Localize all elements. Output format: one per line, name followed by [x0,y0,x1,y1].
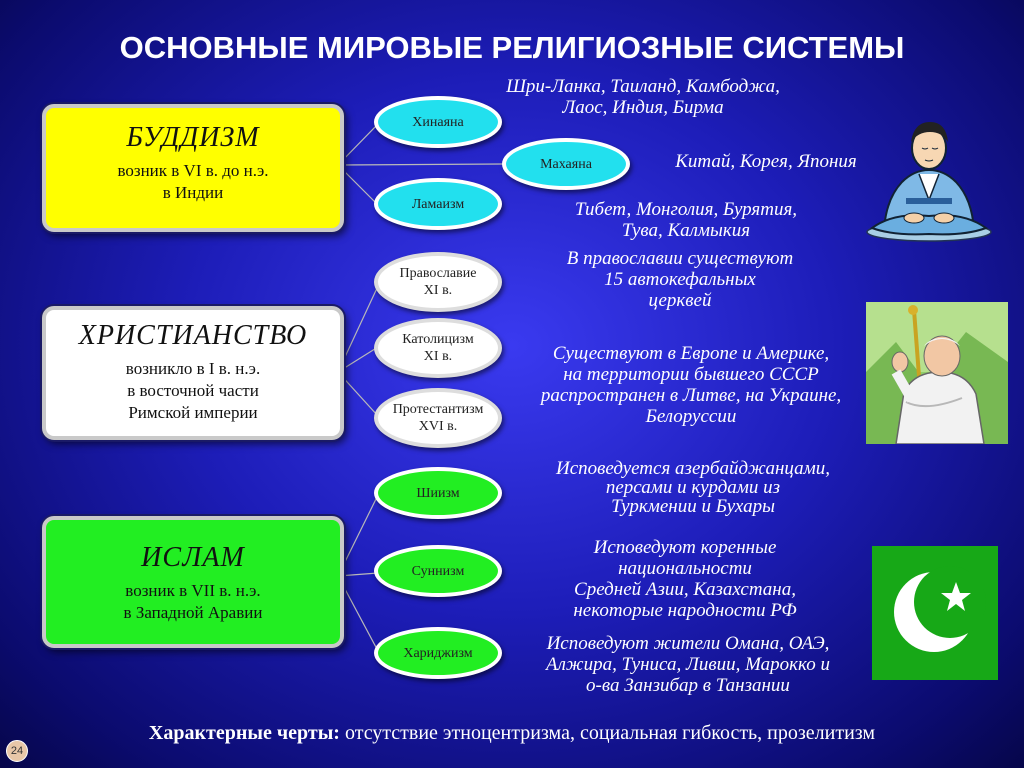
desc-line: Лаос, Индия, Бирма [562,97,724,118]
desc-line: В православии существуют [566,248,794,269]
desc-line: распространен в Литве, на Украине, [540,385,842,406]
islam-info-line: в Западной Аравии [123,603,263,622]
desc-line: Тува, Калмыкия [621,220,751,241]
sunnism-description [540,537,830,621]
desc-line: Алжира, Туниса, Ливии, Марокко и [546,654,830,675]
islam-title: ИСЛАМ [141,542,245,573]
footer-characteristics [0,722,1024,745]
desc-line: на территории бывшего СССР [563,364,819,385]
branch-label: Махаяна [540,156,592,172]
desc-line: Средней Азии, Казахстана, [574,579,796,600]
branch-label: Православие [399,266,477,281]
page-title: ОСНОВНЫЕ МИРОВЫЕ РЕЛИГИОЗНЫЕ СИСТЕМЫ [119,30,905,65]
hinayana-description [478,76,808,118]
desc-line: Шри-Ланка, Таиланд, Камбоджа, [506,76,780,97]
branch-century: XVI в. [418,419,458,434]
buddhism-box [42,104,344,232]
branch-shiism [374,467,502,519]
islam-info-line: возник в VII в. н.э. [125,581,261,600]
christianity-box [42,306,344,440]
branch-label: Хинаяна [412,114,464,130]
branch-sunnism [374,545,502,597]
pope-figure-icon [866,302,1008,444]
buddhism-info-line: в Индии [162,183,224,202]
orthodoxy-description [540,248,820,311]
mahayana-description [656,151,876,172]
branch-label: Ламаизм [411,196,465,212]
desc-line: Существуют в Европе и Америке, [552,343,830,364]
branch-protestantism [374,388,502,448]
kharijism-description [512,633,864,696]
branch-mahayana [502,138,630,190]
desc-line: Исповедуется азербайджанцами, [555,458,831,479]
page-number: 24 [6,740,28,762]
branch-century: XI в. [423,349,453,364]
branch-century: XI в. [423,283,453,298]
desc-line: Исповедуют коренные [593,537,777,558]
christianity-info-line: в восточной части [127,381,259,400]
branch-label: Хариджизм [403,645,473,661]
buddhism-info-line: возник в VI в. до н.э. [117,161,269,180]
desc-line: национальности [618,558,752,579]
footer-text: отсутствие этноцентризма, социальная гибкость, прозелитизм [339,722,876,744]
desc-line: 15 автокефальных [604,269,756,290]
desc-line: персами и курдами из [605,477,781,498]
branch-label: Суннизм [411,563,465,579]
desc-line: Белоруссии [645,406,737,427]
desc-line: некоторые народности РФ [573,600,797,621]
islam-flag-icon [872,546,998,680]
branch-lamaism [374,178,502,230]
lamaism-description [546,199,826,241]
desc-line: Китай, Корея, Япония [675,151,857,172]
branch-label: Католицизм [402,332,474,347]
desc-line: о-ва Занзибар в Танзании [586,675,790,696]
desc-line: церквей [648,290,712,311]
branch-catholicism [374,318,502,378]
footer-label: Характерные черты: [148,722,340,744]
meditating-monk-icon [864,104,994,242]
catholicism-description [510,343,872,427]
desc-line: Туркмении и Бухары [611,496,775,517]
branch-label: Шиизм [416,485,460,501]
branch-label: Протестантизм [392,402,484,417]
buddhism-title: БУДДИЗМ [126,122,260,153]
desc-line: Исповедуют жители Омана, ОАЭ, [546,633,830,654]
branch-kharijism [374,627,502,679]
branch-orthodoxy [374,252,502,312]
christianity-title: ХРИСТИАНСТВО [78,320,308,351]
islam-box [42,516,344,648]
christianity-info-line: возникло в I в. н.э. [125,359,261,378]
shiism-description [518,459,868,516]
desc-line: Тибет, Монголия, Бурятия, [574,199,798,220]
christianity-info-line: Римской империи [128,403,258,422]
